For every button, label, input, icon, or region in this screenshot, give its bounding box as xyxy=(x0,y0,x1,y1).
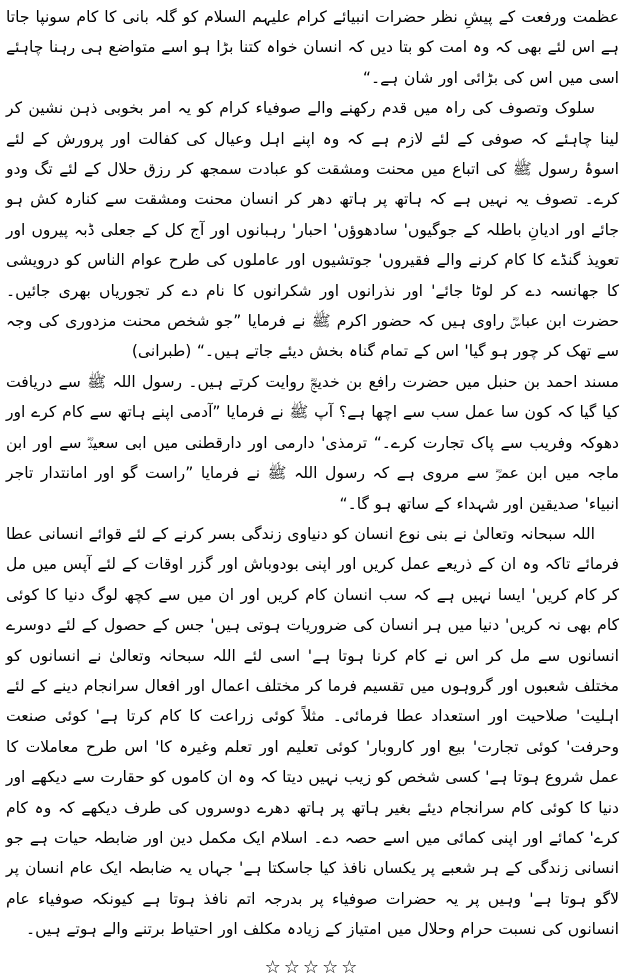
paragraph-sufism-livelihood: سلوک وتصوف کی راہ میں قدم رکھنے والے صوفیاء کرام کو یہ امر بخوبی ذہن نشین کر لینا چاہئے کہ صوفی کے لئے لازم ہے کہ وہ اپنے اہل وعیال کی کفالت اور پرورش کے لئے اسوۂ رسول ﷺ کی اتباع میں محنت ومشقت کو عبادت سمجھ کر رزق حلال کے لئے تگ ودو کرے۔ تصوف یہ نہیں ہے کہ ہاتھ پر ہاتھ دھر کر انسان محنت ومشقت سے کنارہ کش ہو جائے اور ادیانِ باطلہ کے جوگیوں' سادھوؤں' احبار' رہبانوں اور آج کل کے جعلی ڈبہ پیروں اور تعویذ گنڈے کا کام کرنے والے فقیروں' جوتشیوں اور عاملوں کی طرح عوام الناس کو درویشی کا جھانسہ دے کر لوٹا جائے' اور نذرانوں اور شکرانوں کا نام دے کر تجوریاں بھری جائیں۔ حضرت ابن عباسؓ راوی ہیں کہ حضور اکرم ﷺ نے فرمایا ”جو شخص محنت مزدوری کی وجہ سے تھک کر چور ہو گیا' اس کے تمام گناہ بخش دیئے جاتے ہیں۔“ (طبرانی) xyxy=(6,99,619,361)
paragraph-hadith-trade: مسند احمد بن حنبل میں حضرت رافع بن خدیجؓ روایت کرتے ہیں۔ رسول اللہ ﷺ سے دریافت کیا گیا کہ کون سا عمل سب سے اچھا ہے؟ آپ ﷺ نے فرمایا ”آدمی اپنے ہاتھ سے کام کرے اور دھوکہ وفریب سے پاک تجارت کرے۔“ ترمذی' دارمی اور دارقطنی میں ابی سعیدؓ سے اور ابن ماجہ میں ابن عمرؓ سے مروی ہے کہ رسول اللہ ﷺ نے فرمایا ”راست گو اور امانتدار تاجر انبیاء' صدیقین اور شہداء کے ساتھ ہو گا۔“ xyxy=(6,372,619,513)
paragraph-human-faculties: اللہ سبحانہ وتعالیٰ نے بنی نوع انسان کو دنیاوی زندگی بسر کرنے کے لئے قوائے انسانی عطا فرمائے تاکہ وہ ان کے ذریعے عمل کریں اور اپنی بودوباش اور گزر اوقات کے لئے آپس میں مل کر کام کریں' ایسا نہیں ہے کہ سب انسان کام کریں اور ان میں سے کچھ لوگ دنیا کا کوئی کام بھی نہ کریں' دنیا میں ہر انسان کی ضروریات ہوتی ہیں' جس کے حصول کے لئے دوسرے انسانوں سے مل کر اس نے کام کرنا ہوتا ہے' اسی لئے اللہ سبحانہ وتعالیٰ نے انسانوں کو مختلف شعبوں اور گروہوں میں تقسیم فرما کر مختلف اعمال اور افعال سرانجام دینے کے لئے اہلیت' صلاحیت اور استعداد عطا فرمائی۔ مثلاً کوئی زراعت کا کام کرتا ہے' کوئی صنعت وحرفت' کوئی تجارت' بیع اور کاروبار' کوئی تعلیم اور تعلم وغیرہ کا' اس طرح معاملات کا عمل شروع ہوتا ہے' کسی شخص کو زیب نہیں دیتا کہ وہ ان کاموں کو حقارت سے دیکھے اور دنیا کا کوئی کام سرانجام دیئے بغیر ہاتھ پر ہاتھ دھرے دوسروں کی طرف دیکھے کہ وہ کام کرے' کمائے اور اپنی کمائی میں اسے حصہ دے۔ اسلام ایک مکمل دین اور ضابطہ حیات ہے جو انسانی زندگی کے ہر شعبے پر یکساں نافذ کیا جاسکتا ہے' جہاں یہ ضابطہ ایک عام انسان پر لاگو ہوتا ہے' وہیں پر یہ حضرات صوفیاء پر بدرجہ اتم نافذ ہوتا ہے کیونکہ صوفیاء عام انسانوں کی نسبت حرام وحلال میں امتیاز کے زیادہ مکلف اور احتیاط برتنے والے ہوتے ہیں۔ xyxy=(6,524,619,939)
paragraph-intro-ending: عظمت ورفعت کے پیشِ نظر حضرات انبیائے کرام علیہم السلام کو گلہ بانی کا کام سونپا جاتا ہے اس لئے بھی کہ وہ امت کو بتا دیں کہ انسان خواہ کتنا بڑا ہو اسے متواضع ہی رہنا چاہئے اسی میں اس کی بڑائی اور شان ہے۔“ xyxy=(6,8,619,87)
section-divider-stars: ☆☆☆☆☆ xyxy=(264,957,361,978)
